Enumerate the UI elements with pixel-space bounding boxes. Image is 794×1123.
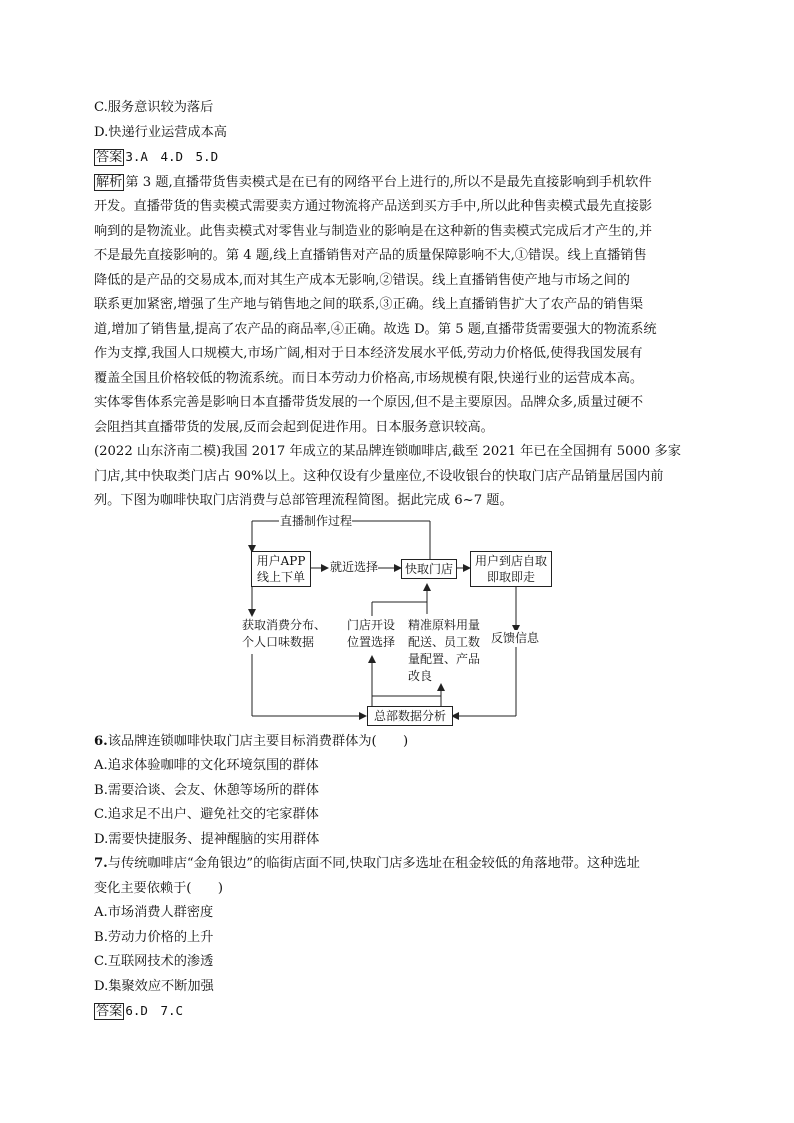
analysis-line: 联系更加紧密,增强了生产地与销售地之间的联系,③正确。线上直播销售扩大了农产品的销售渠: [94, 297, 644, 312]
analysis-line: 降低的是产品的交易成本,而对其生产成本无影响,②错误。线上直播销售使产地与市场之间的: [94, 272, 630, 288]
ops-label-3: 量配置、产品: [408, 651, 481, 666]
analysis-line: 实体零售体系完善是影响日本直播带货发展的一个原因,但不是主要原因。品牌众多,质量过硬不: [94, 395, 644, 410]
q7-option-b: B.劳动力价格的上升: [94, 929, 214, 945]
app-order-box: 用户APP 线上下单: [251, 551, 311, 587]
pickup-store-box: 快取门店: [401, 559, 457, 579]
nearby-label: 就近选择: [330, 559, 379, 574]
analysis-line: 开发。直播带货的售卖模式需要卖方通过物流将产品送到买方手中,所以此种售卖模式最先直接影: [94, 199, 653, 214]
q6-stem: 该品牌连锁咖啡快取门店主要目标消费群体为( ): [107, 733, 409, 749]
q6-option-a: A.追求体验咖啡的文化环境氛围的群体: [94, 758, 319, 773]
analysis-line: 会阻挡其直播带货的发展,反而会起到促进作用。日本服务意识较高。: [94, 419, 494, 435]
ops-label-2: 配送、员工数: [408, 634, 481, 649]
q6-option-b: B.需要洽谈、会友、休憩等场所的群体: [94, 782, 319, 798]
q7-number: 7.: [94, 856, 108, 871]
option-c: C.服务意识较为落后: [94, 100, 214, 115]
answer-tag: 答案: [96, 1004, 123, 1019]
consumer-data-label-2: 个人口味数据: [242, 634, 315, 649]
flow-connectors: [94, 514, 706, 730]
analysis-line: 作为支撑,我国人口规模大,市场广阔,相对于日本经济发展水平低,劳动力价格低,使得我国发展有: [94, 346, 643, 361]
intro-line: 列。下图为咖啡快取门店消费与总部管理流程简图。据此完成 6~7 题。: [94, 493, 513, 508]
q6-number: 6.: [94, 733, 108, 749]
option-d: D.快递行业运营成本高: [94, 124, 227, 140]
q7-option-a: A.市场消费人群密度: [94, 905, 214, 920]
question-7: [94, 852, 706, 999]
q7-stem-2: 变化主要依赖于( ): [94, 880, 223, 896]
analysis-line: 道,增加了销售量,提高了农产品的商品率,④正确。故选 D。第 5 题,直播带货需要强大的物流系统: [94, 321, 657, 337]
intro-line: (2022 山东济南二模)我国 2017 年成立的某品牌连锁咖啡店,截至 2021 年已在全国拥有 5000 多家: [94, 444, 681, 459]
q7-stem-1: 与传统咖啡店“金角银边”的临街店面不同,快取门店多选址在租金较低的角落地带。这种选址: [107, 856, 640, 871]
question-6: [94, 730, 706, 853]
analysis-line: 不是最先直接影响的。第 4 题,线上直播销售对产品的质量保障影响不大,①错误。线上直播销售: [94, 248, 647, 263]
answer-text: 3.A 4.D 5.D: [125, 149, 219, 164]
analysis-line: 覆盖全国且价格较低的物流系统。而日本劳动力价格高,市场规模有限,快递行业的运营成本高。: [94, 370, 644, 386]
flow-diagram: [94, 514, 706, 730]
answer-3-5: [94, 145, 706, 171]
site-label-1: 门店开设: [347, 617, 396, 632]
ops-label-4: 改良: [408, 668, 433, 683]
q6-option-d: D.需要快捷服务、提神醒脑的实用群体: [94, 831, 320, 847]
analysis-block: [94, 171, 706, 441]
feedback-label: 反馈信息: [491, 630, 540, 645]
analysis-line: 第 3 题,直播带货售卖模式是在已有的网络平台上进行的,所以不是最先直接影响到手机软件: [125, 174, 652, 190]
analysis-line: 响到的是物流业。此售卖模式对零售业与制造业的影响是在这种新的售卖模式完成后才产生的,并: [94, 223, 653, 239]
material-intro: [94, 440, 706, 514]
hq-analysis-box: 总部数据分析: [367, 706, 453, 726]
consumer-data-label-1: 获取消费分布、: [242, 617, 327, 632]
live-process-label: 直播制作过程: [280, 513, 353, 528]
user-pickup-box: 用户到店自取 即取即走: [470, 551, 552, 587]
intro-line: 门店,其中快取类门店占 90%以上。这种仅设有少量座位,不设收银台的快取门店产品销量居国内前: [94, 468, 664, 484]
answer-text: 6.D 7.C: [125, 1003, 184, 1018]
ops-label-1: 精准原料用量: [408, 617, 481, 632]
q7-option-c: C.互联网技术的渗透: [94, 954, 214, 969]
q6-option-c: C.追求足不出户、避免社交的宅家群体: [94, 807, 319, 822]
answer-6-7: [94, 999, 706, 1025]
q7-option-d: D.集聚效应不断加强: [94, 978, 214, 994]
site-label-2: 位置选择: [347, 634, 396, 649]
answer-tag: 答案: [96, 150, 123, 165]
analysis-tag: 解析: [96, 174, 123, 190]
document-page: [94, 96, 706, 1025]
